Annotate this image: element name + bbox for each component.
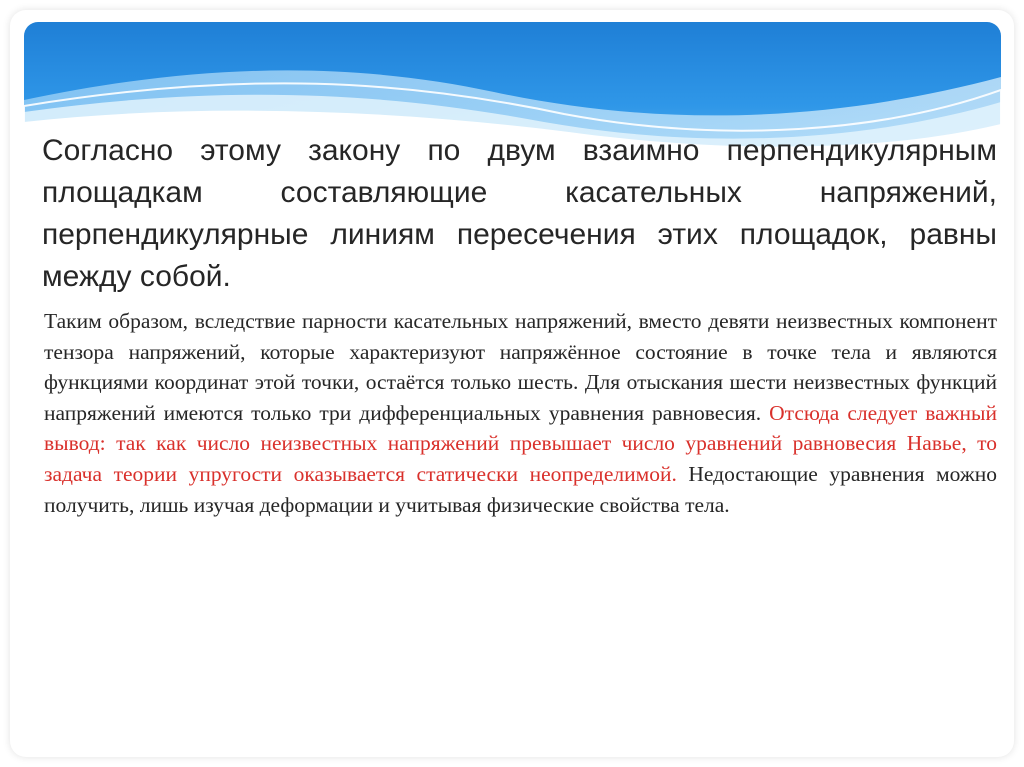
- body-text-part2: Недостающие уравнения можно получить, лишь изучая деформации и учитывая физические свойства тела.: [44, 461, 997, 517]
- body-paragraph: [44, 306, 997, 520]
- slide-heading: Согласно этому закону по двум взаимно перпендикулярным площадкам составляющие касательных напряжений, перпендикулярные линиям пересечения этих площадок, равны между собой.: [42, 134, 997, 293]
- body-text-part1: Таким образом, вследствие парности касательных напряжений, вместо девяти неизвестных компонент тензора напряжений, которые характеризуют напряжённое состояние в точке тела и являются функциями координат этой точки, остаётся только шесть. Для отыскания шести неизвестных функций напряжений имеются только три дифференциальных уравнения равновесия.: [44, 309, 997, 425]
- highlighted-conclusion: Отсюда следует важный вывод: так как число неизвестных напряжений превышает число уравнений равновесия Навье, то задача теории упругости оказывается статически неопределимой.: [44, 400, 997, 486]
